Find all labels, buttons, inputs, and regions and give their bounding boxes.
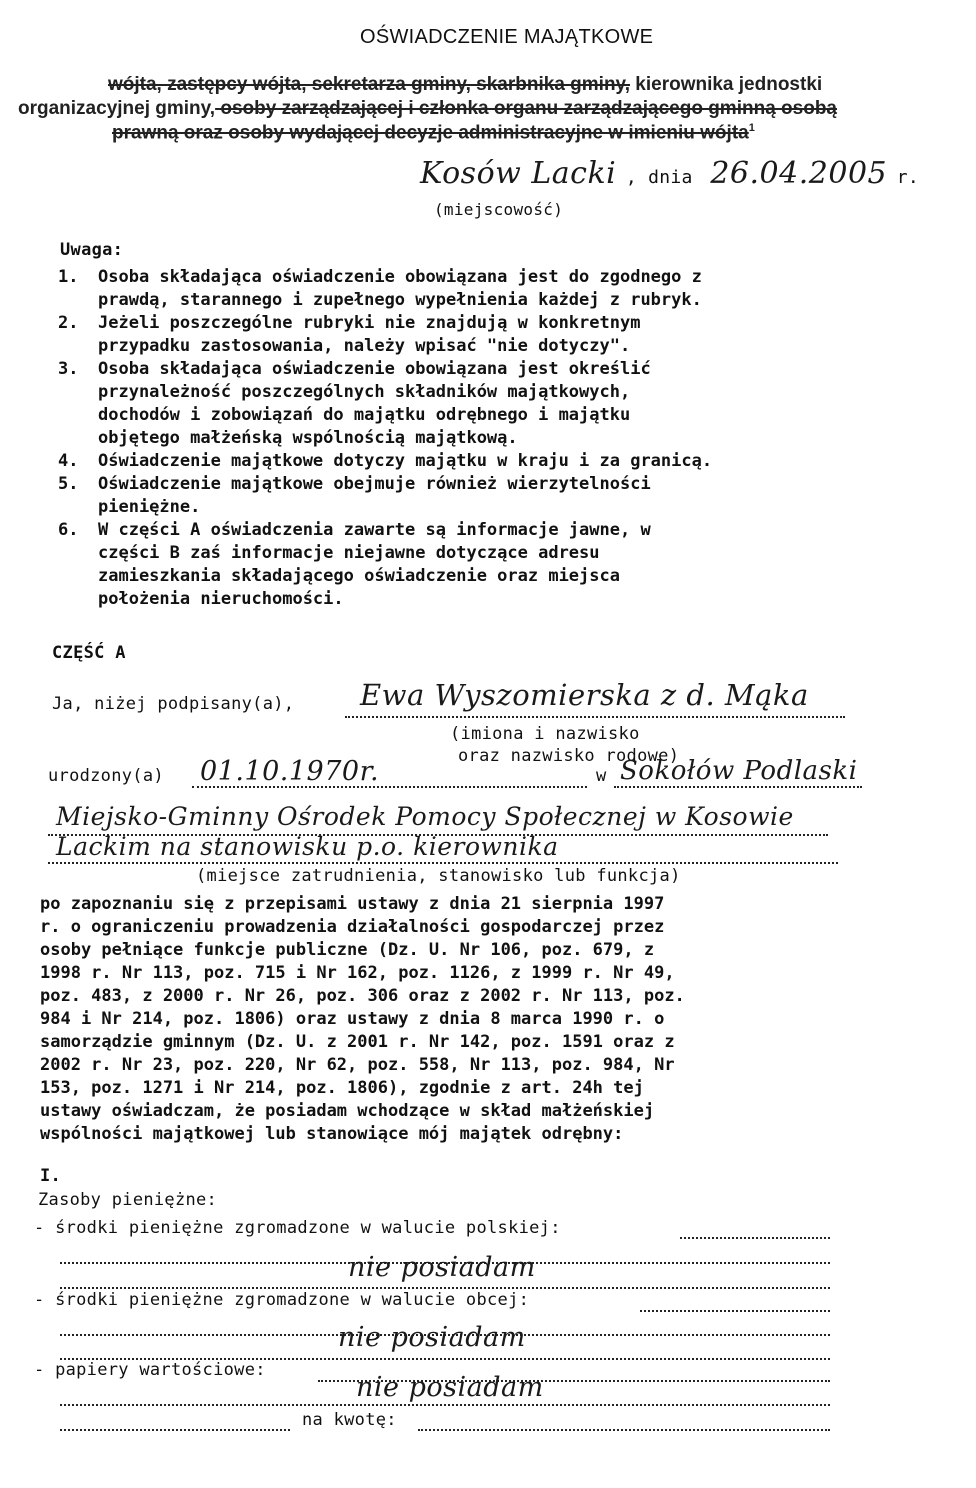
date-prefix: , dnia <box>625 167 693 188</box>
pln-answer: nie posiadam <box>348 1252 536 1283</box>
part-a-heading: CZĘŚĆ A <box>52 643 126 663</box>
born-date-handwritten: 01.10.1970r. <box>200 756 380 787</box>
legal-basis-text: po zapoznaniu się z przepisami ustawy z dnia 21 sierpnia 1997 r. o ograniczeniu prowadzenia działalności gospodarczej przez osoby pełniące funkcje publiczne (Dz. U. Nr 106, poz. 679, z 1998 r. Nr 113, poz. 715 i Nr 162, poz. 1126, z 1999 r. Nr 49, poz. 483, z 2000 r. Nr 26, poz. 306 oraz z 2002 r. Nr 113, poz. 984 i Nr 214, poz. 1806) oraz ustawy z dnia 8 marca 1990 r. o samorządzie gminnym (Dz. U. z 2001 r. Nr 142, poz. 1591 oraz z 2002 r. Nr 23, poz. 220, Nr 62, poz. 558, Nr 113, poz. 984, Nr 153, poz. 1271 i Nr 214, poz. 1806), zgodnie z art. 24h tej ustawy oświadczam, że posiadam wchodzące w skład małżeńskiej wspólności majątkowej lub stanowiące mój majątek odrębny: <box>40 894 685 1144</box>
name-dotline <box>345 716 845 718</box>
place-date-line <box>420 156 919 191</box>
pln-dotline-2 <box>60 1287 830 1289</box>
header-kept-text-2: organizacyjnej gminy, <box>18 98 216 119</box>
employment-line-1: Miejsko-Gminny Ośrodek Pomocy Społecznej w Kosowie <box>56 802 794 831</box>
born-place-dotline <box>614 786 862 788</box>
header-line-1 <box>108 74 822 96</box>
header-line-3 <box>112 122 755 144</box>
pln-label: - środki pieniężne zgromadzone w walucie polskiej: <box>34 1218 561 1238</box>
date-suffix: r. <box>896 167 920 188</box>
born-place-handwritten: Sokołów Podlaski <box>620 756 858 786</box>
resources-title: Zasoby pieniężne: <box>38 1190 218 1210</box>
foreign-answer: nie posiadam <box>338 1322 526 1353</box>
amount-dotline-left <box>60 1429 290 1431</box>
pln-dotline-0 <box>680 1237 830 1239</box>
amount-dotline-right <box>418 1429 830 1431</box>
employment-caption: (miejsce zatrudnienia, stanowisko lub funkcja) <box>196 866 681 886</box>
note-item: 1. Osoba składająca oświadczenie obowiązana jest do zgodnego z prawdą, starannego i zupełnego wypełnienia każdej z rubryk. <box>58 267 702 310</box>
header-kept-text-1: kierownika jednostki <box>630 74 823 95</box>
securities-label: - papiery wartościowe: <box>34 1360 266 1380</box>
place-handwritten: Kosów Lacki <box>420 156 617 191</box>
signed-label: Ja, niżej podpisany(a), <box>52 694 295 714</box>
note-item: 3. Osoba składająca oświadczenie obowiązana jest określić przynależność poszczególnych składników majątkowych, dochodów i zobowiązań do majątku odrębnego i majątku objętego małżeńską wspólnością majątkową. <box>58 359 651 448</box>
document-title: OŚWIADCZENIE MAJĄTKOWE <box>360 26 654 48</box>
header-struck-text-1: wójta, zastępcy wójta, sekretarza gminy, skarbnika gminy, <box>108 74 630 95</box>
place-caption: (miejscowość) <box>434 200 564 219</box>
employment-dotline-2 <box>48 862 838 864</box>
born-in-label: w <box>596 766 607 786</box>
header-struck-text-2: osoby zarządzającej i członka organu zarządzającego gminną osobą <box>215 98 837 119</box>
employment-line-2: Lackim na stanowisku p.o. kierownika <box>56 832 559 861</box>
header-footnote: 1 <box>748 122 755 134</box>
note-item: 6. W części A oświadczenia zawarte są informacje jawne, w części B zaś informacje niejawne dotyczące adresu zamieszkania składającego oświadczenie oraz miejsca położenia nieruchomości. <box>58 520 651 609</box>
header-struck-text-3: prawną oraz osoby wydającej decyzje administracyjne w imieniu wójta <box>112 122 749 144</box>
header-line-2 <box>18 98 837 120</box>
section-i-heading: I. <box>40 1166 62 1186</box>
note-item: 4. Oświadczenie majątkowe dotyczy majątku w kraju i za granicą. <box>58 451 713 471</box>
notes-list <box>58 266 858 611</box>
name-caption-1: (imiona i nazwisko <box>450 724 640 744</box>
foreign-dotline-0 <box>640 1310 830 1312</box>
name-caption-2: oraz nazwisko rodowe) <box>458 746 680 766</box>
amount-label: na kwotę: <box>302 1410 397 1430</box>
name-handwritten: Ewa Wyszomierska z d. Mąka <box>360 678 809 712</box>
note-item: 2. Jeżeli poszczególne rubryki nie znajdują w konkretnym przypadku zastosowania, należy wpisać "nie dotyczy". <box>58 313 641 356</box>
notes-title: Uwaga: <box>60 240 124 260</box>
date-handwritten: 26.04.2005 <box>710 156 888 191</box>
note-item: 5. Oświadczenie majątkowe obejmuje również wierzytelności pieniężne. <box>58 474 651 517</box>
securities-dotline-1 <box>60 1404 830 1406</box>
securities-answer: nie posiadam <box>356 1372 544 1403</box>
foreign-label: - środki pieniężne zgromadzone w walucie obcej: <box>34 1290 530 1310</box>
born-label: urodzony(a) <box>48 766 164 786</box>
